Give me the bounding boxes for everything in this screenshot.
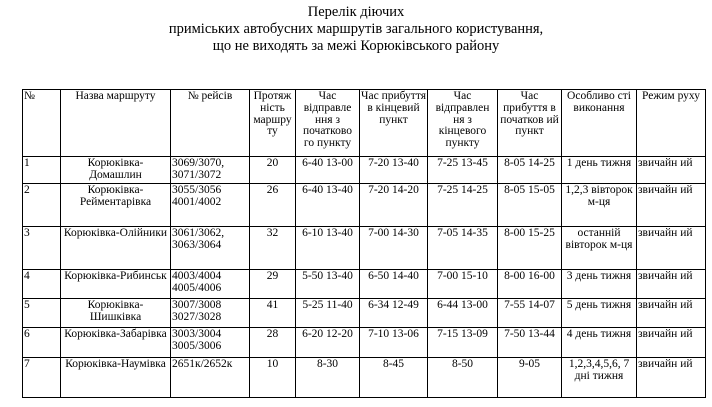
header-name: Назва маршруту: [61, 90, 171, 157]
title-line-3: що не виходять за межі Корюківського району: [212, 38, 500, 54]
cell-length: 26: [250, 184, 296, 227]
table-row: [23, 328, 706, 358]
cell-dep-start: 8-30: [296, 358, 360, 398]
cell-dep-start: 5-50 13-40: [296, 270, 360, 299]
cell-mode: звичайн ий: [637, 358, 706, 398]
table-header-row: [23, 90, 706, 157]
cell-arr-start: 9-05: [498, 358, 562, 398]
header-features: Особливо сті виконання: [562, 90, 637, 157]
cell-mode: звичайн ий: [637, 270, 706, 299]
cell-dep-end: 7-15 13-09: [428, 328, 498, 358]
cell-name: Корюківка-Олійники: [61, 227, 171, 270]
cell-mode: звичайн ий: [637, 184, 706, 227]
cell-features: 5 день тижня: [562, 299, 637, 328]
cell-dep-end: 6-44 13-00: [428, 299, 498, 328]
table-row: [23, 227, 706, 270]
cell-trips: 3007/3008 3027/3028: [171, 299, 250, 328]
cell-arr-end: 6-34 12-49: [360, 299, 428, 328]
cell-features: 1,2,3,4,5,6, 7 дні тижня: [562, 358, 637, 398]
cell-name: Корюківка-Шишківка: [61, 299, 171, 328]
cell-num: 7: [23, 358, 61, 398]
cell-trips: 3061/3062, 3063/3064: [171, 227, 250, 270]
header-mode: Режим руху: [637, 90, 706, 157]
cell-arr-end: 7-00 14-30: [360, 227, 428, 270]
cell-name: Корюківка-Забарівка: [61, 328, 171, 358]
cell-arr-start: 7-50 13-44: [498, 328, 562, 358]
cell-mode: звичайн ий: [637, 299, 706, 328]
cell-name: Корюківка-Рибинськ: [61, 270, 171, 299]
cell-arr-start: 8-05 14-25: [498, 157, 562, 184]
routes-table: [22, 89, 706, 398]
cell-length: 29: [250, 270, 296, 299]
header-dep-end: Час відправлен ня з кінцевого пункту: [428, 90, 498, 157]
cell-arr-start: 8-00 15-25: [498, 227, 562, 270]
cell-name: Корюківка-Рейментарівка: [61, 184, 171, 227]
cell-dep-end: 7-05 14-35: [428, 227, 498, 270]
cell-trips: 4003/4004 4005/4006: [171, 270, 250, 299]
cell-dep-end: 8-50: [428, 358, 498, 398]
header-num: №: [23, 90, 61, 157]
cell-num: 3: [23, 227, 61, 270]
cell-length: 28: [250, 328, 296, 358]
cell-features: 3 день тижня: [562, 270, 637, 299]
cell-features: 1,2,3 вівторок м-ця: [562, 184, 637, 227]
cell-mode: звичайн ий: [637, 227, 706, 270]
cell-trips: 2651к/2652к: [171, 358, 250, 398]
cell-trips: 3003/3004 3005/3006: [171, 328, 250, 358]
cell-num: 5: [23, 299, 61, 328]
cell-length: 20: [250, 157, 296, 184]
title-line-2: приміських автобусних маршрутів загального користування,: [168, 21, 544, 37]
cell-arr-end: 7-20 13-40: [360, 157, 428, 184]
header-arr-start: Час прибуття в початков ий пункт: [498, 90, 562, 157]
header-arr-end: Час прибуття в кінцевий пункт: [360, 90, 428, 157]
header-dep-start: Час відправле ння з початково го пункту: [296, 90, 360, 157]
cell-arr-start: 8-05 15-05: [498, 184, 562, 227]
cell-trips: 3055/3056 4001/4002: [171, 184, 250, 227]
cell-features: 4 день тижня: [562, 328, 637, 358]
cell-mode: звичайн ий: [637, 157, 706, 184]
cell-arr-end: 7-20 14-20: [360, 184, 428, 227]
cell-dep-end: 7-25 13-45: [428, 157, 498, 184]
cell-name: Корюківка-Наумівка: [61, 358, 171, 398]
cell-arr-start: 8-00 16-00: [498, 270, 562, 299]
cell-dep-start: 6-40 13-40: [296, 184, 360, 227]
header-length: Протяж ність маршру ту: [250, 90, 296, 157]
cell-name: Корюківка-Домашлин: [61, 157, 171, 184]
cell-dep-start: 6-40 13-00: [296, 157, 360, 184]
table-row: [23, 358, 706, 398]
cell-trips: 3069/3070, 3071/3072: [171, 157, 250, 184]
table-row: [23, 184, 706, 227]
cell-arr-end: 6-50 14-40: [360, 270, 428, 299]
title-line-1: Перелік діючих: [307, 4, 405, 20]
cell-features: останній вівторок м-ця: [562, 227, 637, 270]
cell-num: 4: [23, 270, 61, 299]
cell-num: 6: [23, 328, 61, 358]
cell-dep-end: 7-00 15-10: [428, 270, 498, 299]
cell-num: 2: [23, 184, 61, 227]
cell-length: 41: [250, 299, 296, 328]
cell-dep-start: 6-20 12-20: [296, 328, 360, 358]
cell-mode: звичайн ий: [637, 328, 706, 358]
table-row: [23, 157, 706, 184]
cell-arr-end: 8-45: [360, 358, 428, 398]
cell-arr-end: 7-10 13-06: [360, 328, 428, 358]
cell-dep-start: 5-25 11-40: [296, 299, 360, 328]
cell-length: 10: [250, 358, 296, 398]
document-title: [0, 4, 712, 55]
cell-num: 1: [23, 157, 61, 184]
header-trips: № рейсів: [171, 90, 250, 157]
table-row: [23, 270, 706, 299]
cell-arr-start: 7-55 14-07: [498, 299, 562, 328]
cell-features: 1 день тижня: [562, 157, 637, 184]
cell-dep-start: 6-10 13-40: [296, 227, 360, 270]
cell-dep-end: 7-25 14-25: [428, 184, 498, 227]
cell-length: 32: [250, 227, 296, 270]
table-row: [23, 299, 706, 328]
